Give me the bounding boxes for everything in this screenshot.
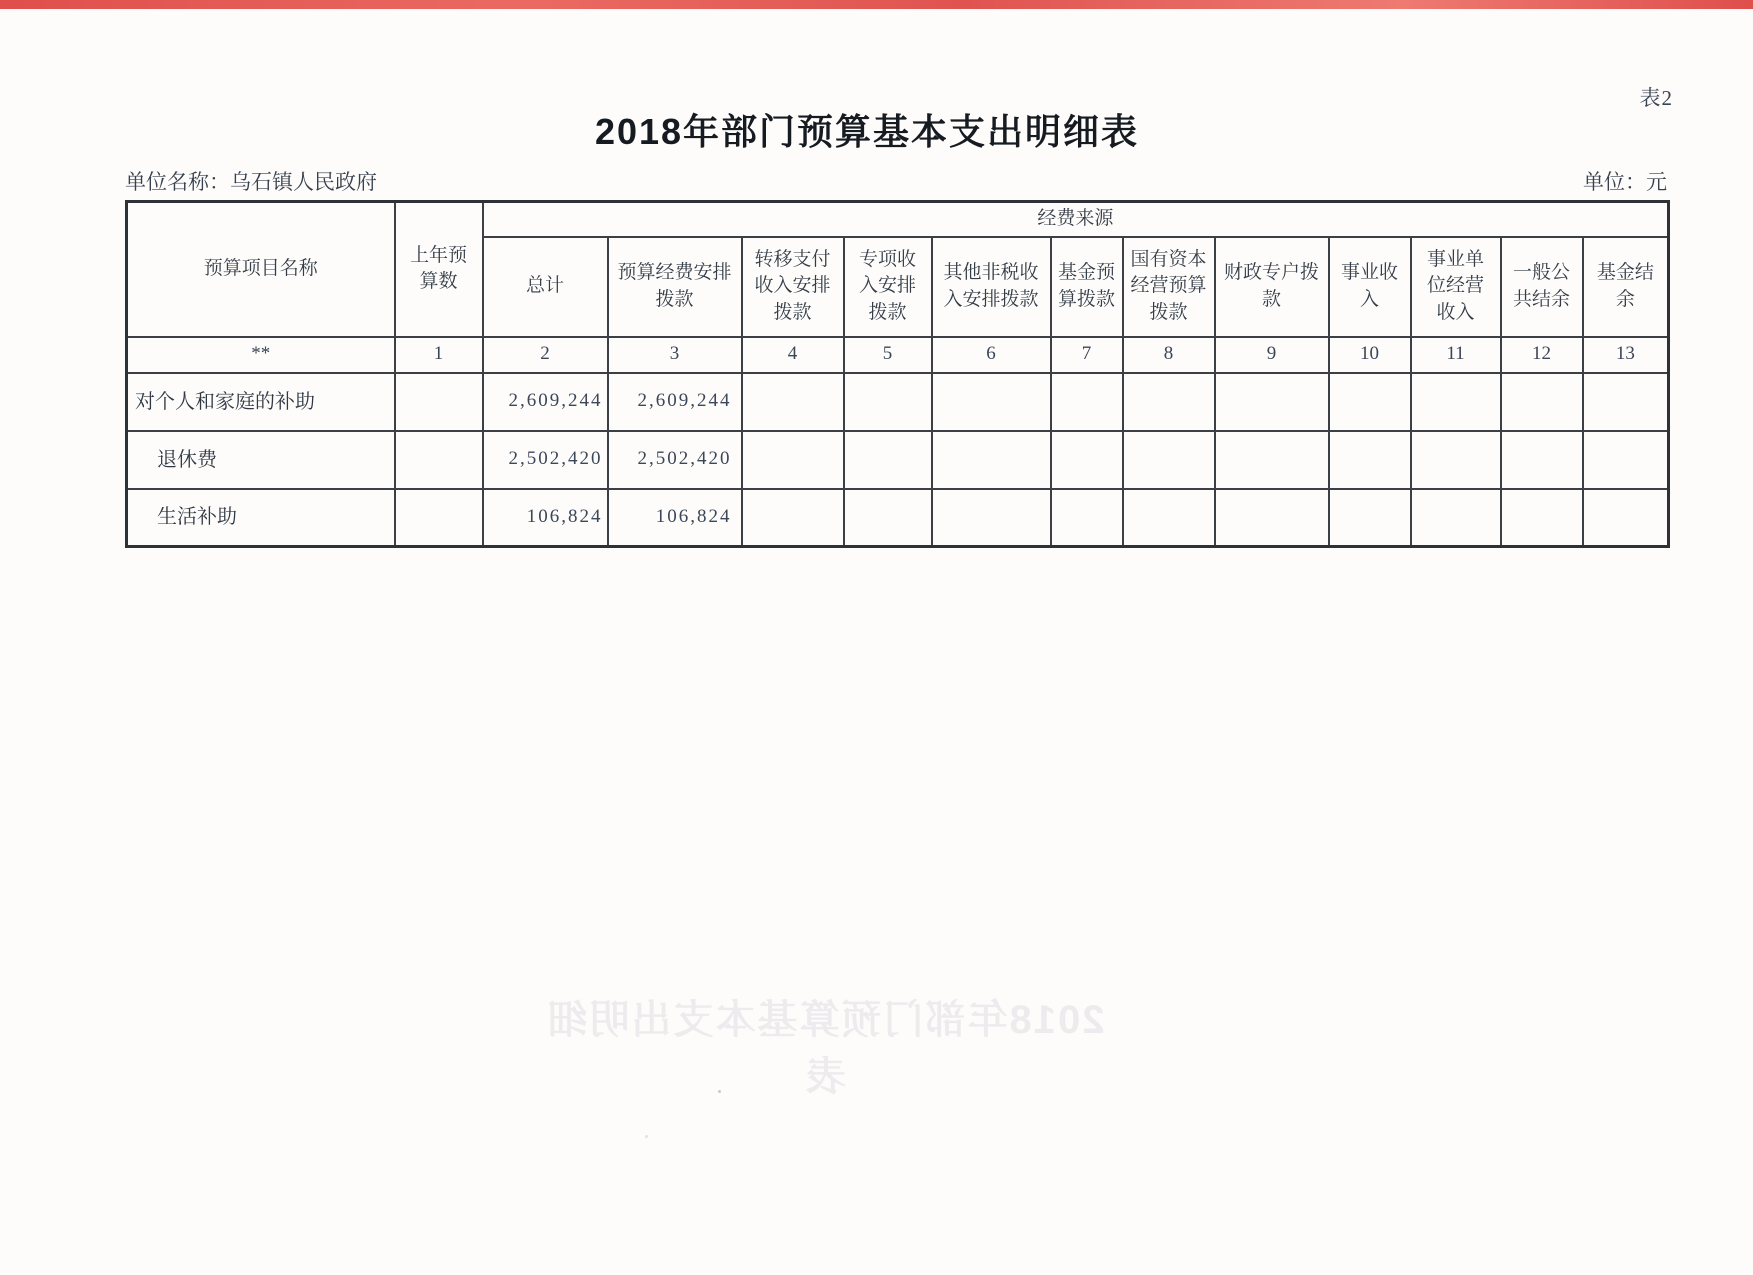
value-cell (1583, 373, 1669, 431)
table-row (127, 489, 1669, 547)
row-name-header-cell: 预算项目名称 (127, 202, 395, 337)
column-header-state-capital: 国有资本经营预算拨款 (1123, 237, 1215, 337)
header-group-row (127, 202, 1669, 237)
unit-currency-label: 单位：元 (1583, 170, 1667, 194)
column-number-cell: 6 (932, 337, 1051, 373)
budget-table (125, 200, 1670, 548)
prev-year-header-cell: 上年预算数 (395, 202, 483, 337)
value-cell (932, 489, 1051, 547)
column-number-cell: 10 (1329, 337, 1411, 373)
column-header-operating-income: 事业单位经营收入 (1411, 237, 1501, 337)
funding-source-header-cell: 经费来源 (483, 202, 1669, 237)
value-cell (1583, 431, 1669, 489)
sheet-label: 表2 (1639, 86, 1673, 110)
prev-year-cell (395, 373, 483, 431)
column-number-cell: 12 (1501, 337, 1583, 373)
value-cell (1329, 373, 1411, 431)
value-cell (1215, 431, 1329, 489)
column-number-cell: 4 (742, 337, 844, 373)
value-cell (844, 431, 932, 489)
column-header-total: 总计 (483, 237, 608, 337)
column-header-budget-alloc: 预算经费安排拨款 (608, 237, 742, 337)
row-name-cell: 生活补助 (127, 489, 395, 547)
value-cell (932, 373, 1051, 431)
value-cell (1583, 489, 1669, 547)
prev-year-cell (395, 431, 483, 489)
value-cell (1501, 431, 1583, 489)
column-number-cell: 2 (483, 337, 608, 373)
value-cell-alloc: 2,502,420 (608, 431, 742, 489)
value-cell (1411, 489, 1501, 547)
value-cell (1411, 373, 1501, 431)
bleed-through-text: 2018年部门预算基本支出明细表 (545, 998, 1105, 1099)
column-number-cell: 5 (844, 337, 932, 373)
value-cell-alloc: 2,609,244 (608, 373, 742, 431)
column-header-fiscal-account: 财政专户拨款 (1215, 237, 1329, 337)
value-cell (1215, 489, 1329, 547)
value-cell (742, 489, 844, 547)
column-number-cell: 9 (1215, 337, 1329, 373)
value-cell (1051, 373, 1123, 431)
value-cell (1123, 489, 1215, 547)
table-row (127, 373, 1669, 431)
column-number-cell: 11 (1411, 337, 1501, 373)
unit-name-label: 单位名称：乌石镇人民政府 (125, 170, 377, 194)
column-header-fund-surplus: 基金结余 (1583, 237, 1669, 337)
code-cell: ** (127, 337, 395, 373)
value-cell (1501, 373, 1583, 431)
column-number-cell: 13 (1583, 337, 1669, 373)
value-cell (742, 373, 844, 431)
column-number-cell: 3 (608, 337, 742, 373)
value-cell (742, 431, 844, 489)
value-cell (932, 431, 1051, 489)
column-header-transfer: 转移支付收入安排拨款 (742, 237, 844, 337)
column-header-nontax: 其他非税收入安排拨款 (932, 237, 1051, 337)
value-cell (1123, 431, 1215, 489)
value-cell (1123, 373, 1215, 431)
value-cell (1411, 431, 1501, 489)
value-cell (844, 373, 932, 431)
column-number-cell: 8 (1123, 337, 1215, 373)
value-cell (1329, 489, 1411, 547)
page-title: 2018年部门预算基本支出明细表 (594, 111, 1140, 152)
column-number-row (127, 337, 1669, 373)
unit-row (125, 166, 1667, 196)
value-cell-total: 106,824 (483, 489, 608, 547)
prev-year-cell (395, 489, 483, 547)
column-header-public-surplus: 一般公共结余 (1501, 237, 1583, 337)
column-number-cell: 7 (1051, 337, 1123, 373)
row-name-cell: 退休费 (127, 431, 395, 489)
dust-speck (718, 1090, 721, 1093)
scanner-edge-artifact (0, 0, 1753, 9)
value-cell (1501, 489, 1583, 547)
column-number-cell: 1 (395, 337, 483, 373)
value-cell-total: 2,609,244 (483, 373, 608, 431)
value-cell (1215, 373, 1329, 431)
value-cell-total: 2,502,420 (483, 431, 608, 489)
column-header-fund: 基金预算拨款 (1051, 237, 1123, 337)
value-cell (1329, 431, 1411, 489)
value-cell (1051, 489, 1123, 547)
value-cell (844, 489, 932, 547)
row-name-cell: 对个人和家庭的补助 (127, 373, 395, 431)
column-header-business-income: 事业收入 (1329, 237, 1411, 337)
column-header-special: 专项收入安排拨款 (844, 237, 932, 337)
value-cell-alloc: 106,824 (608, 489, 742, 547)
dust-speck (645, 1135, 648, 1138)
value-cell (1051, 431, 1123, 489)
table-row (127, 431, 1669, 489)
